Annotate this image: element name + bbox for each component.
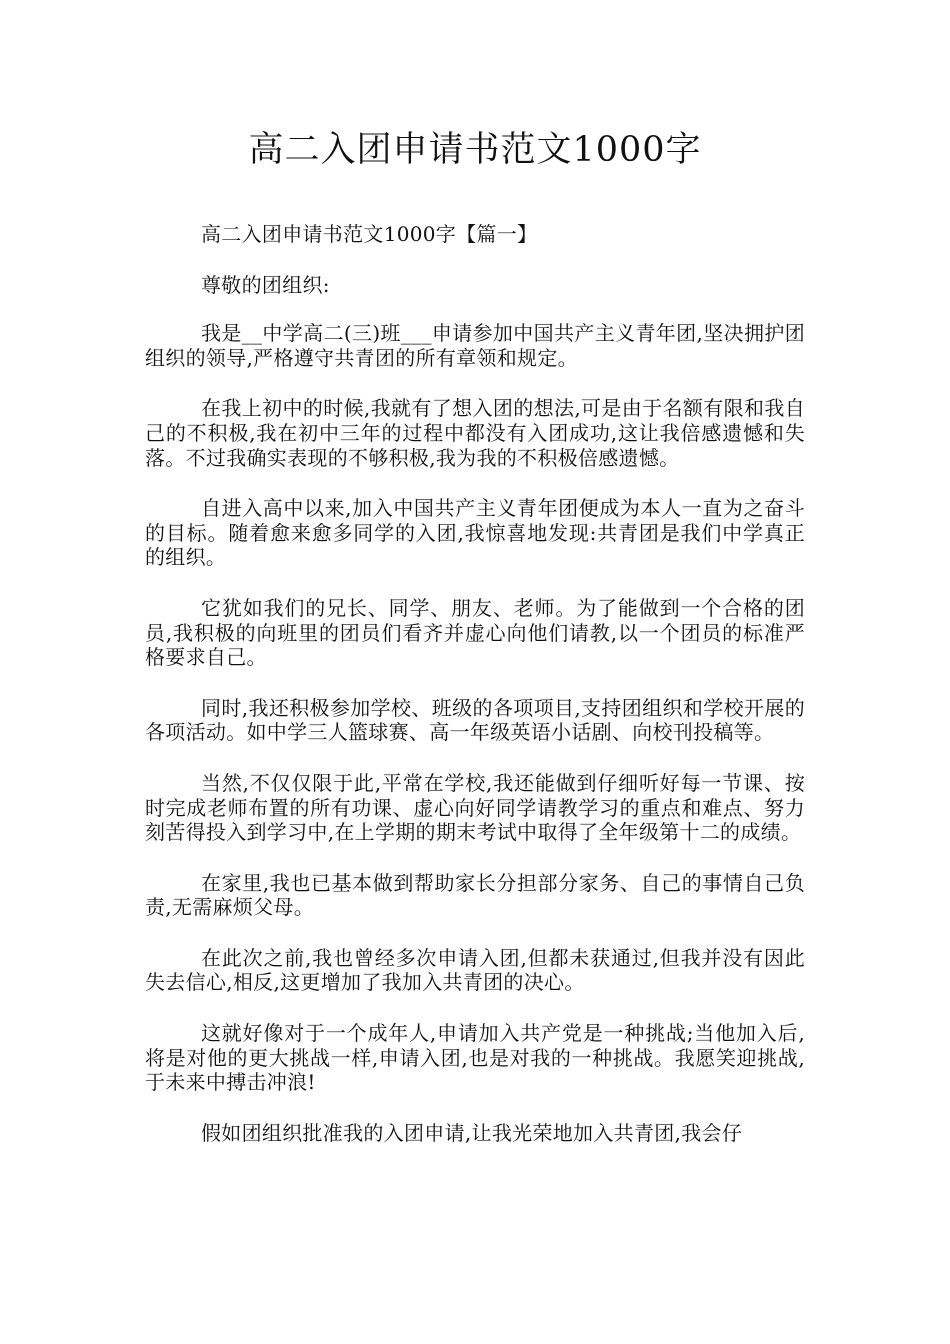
paragraph: 它犹如我们的兄长、同学、朋友、老师。为了能做到一个合格的团员,我积极的向班里的团员们看齐并虚心向他们请教,以一个团员的标准严格要求自己。 [145,595,805,670]
paragraph: 在我上初中的时候,我就有了想入团的想法,可是由于名额有限和我自己的不积极,我在初中三年的过程中都没有入团成功,这让我倍感遗憾和失落。不过我确实表现的不够积极,我为我的不积极倍感遗憾。 [145,396,805,470]
paragraph: 我是__中学高二(三)班___申请参加中国共产主义青年团,坚决拥护团组织的领导,严格遵守共青团的所有章领和规定。 [145,321,805,370]
paragraph: 当然,不仅仅限于此,平常在学校,我还能做到仔细听好每一节课、按时完成老师布置的所有功课、虚心向好同学请教学习的重点和难点、努力刻苦得投入到学习中,在上学期的期末考试中取得了全年级第十二的成绩。 [145,770,805,845]
section-heading: 高二入团申请书范文1000字【篇一】 [201,222,538,246]
paragraph: 在家里,我也已基本做到帮助家长分担部分家务、自己的事情自己负责,无需麻烦父母。 [145,870,805,920]
salutation: 尊敬的团组织: [201,272,330,297]
document-title: 高二入团申请书范文1000字 [248,130,702,170]
document-body [145,222,805,1171]
paragraph: 这就好像对于一个成年人,申请加入共产党是一种挑战;当他加入后,将是对他的更大挑战一样,申请入团,也是对我的一种挑战。我愿笑迎挑战,于未来中搏击冲浪! [145,1021,805,1095]
paragraph: 同时,我还积极参加学校、班级的各项项目,支持团组织和学校开展的各项活动。如中学三人篮球赛、高一年级英语小话剧、向校刊投稿等。 [145,695,805,745]
paragraph: 假如团组织批准我的入团申请,让我光荣地加入共青团,我会仔 [201,1120,743,1145]
paragraph: 自进入高中以来,加入中国共产主义青年团便成为本人一直为之奋斗的目标。随着愈来愈多同学的入团,我惊喜地发现:共青团是我们中学真正的组织。 [145,496,805,570]
paragraph: 在此次之前,我也曾经多次申请入团,但都未获通过,但我并没有因此失去信心,相反,这更增加了我加入共青团的决心。 [145,945,805,995]
